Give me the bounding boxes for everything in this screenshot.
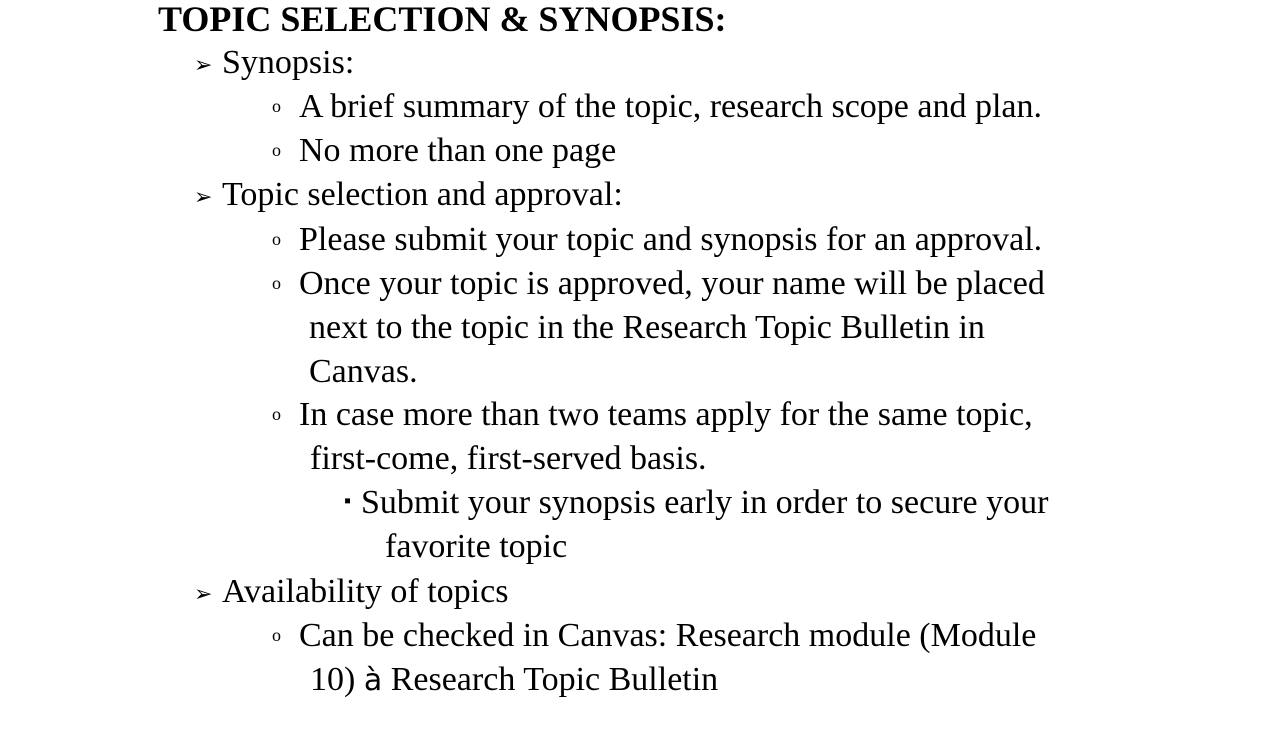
circle-bullet-icon: o [272, 96, 281, 116]
availability-item-line2-prefix: 10) [310, 661, 364, 698]
topic-subitem-early-line2: favorite topic [385, 528, 568, 565]
availability-item-line2 [310, 658, 718, 703]
topic-item-conflict-line2: first-come, first-served basis. [310, 440, 707, 477]
availability-item-line1: Can be checked in Canvas: Research module (Module [299, 617, 1037, 654]
arrow-glyph: à [363, 663, 383, 698]
arrow-bullet-icon: ➢ [194, 581, 213, 606]
circle-bullet-icon: o [272, 273, 281, 293]
topic-item-submit: Please submit your topic and synopsis for an approval. [299, 221, 1043, 258]
topic-item-approved-line3: Canvas. [309, 353, 418, 390]
synopsis-item-summary: A brief summary of the topic, research scope and plan. [299, 88, 1043, 125]
topic-subitem-early-line1: Submit your synopsis early in order to secure your [361, 484, 1049, 521]
arrow-bullet-icon: ➢ [194, 184, 213, 209]
synopsis-heading: Synopsis: [222, 44, 355, 81]
availability-item-line2-suffix: Research Topic Bulletin [382, 661, 719, 698]
arrow-bullet-icon: ➢ [194, 52, 213, 77]
circle-bullet-icon: o [272, 404, 281, 424]
topic-selection-heading: Topic selection and approval: [222, 176, 623, 213]
circle-bullet-icon: o [272, 229, 281, 249]
circle-bullet-icon: o [272, 140, 281, 160]
slide-title: TOPIC SELECTION & SYNOPSIS: [158, 0, 727, 39]
square-bullet-icon: ▪ [344, 490, 352, 512]
circle-bullet-icon: o [272, 625, 281, 645]
availability-heading: Availability of topics [222, 573, 509, 610]
topic-item-conflict-line1: In case more than two teams apply for the same topic, [299, 396, 1033, 433]
topic-item-approved-line1: Once your topic is approved, your name will be placed [299, 265, 1045, 302]
synopsis-item-length: No more than one page [299, 132, 617, 169]
topic-item-approved-line2: next to the topic in the Research Topic Bulletin in [309, 309, 985, 346]
